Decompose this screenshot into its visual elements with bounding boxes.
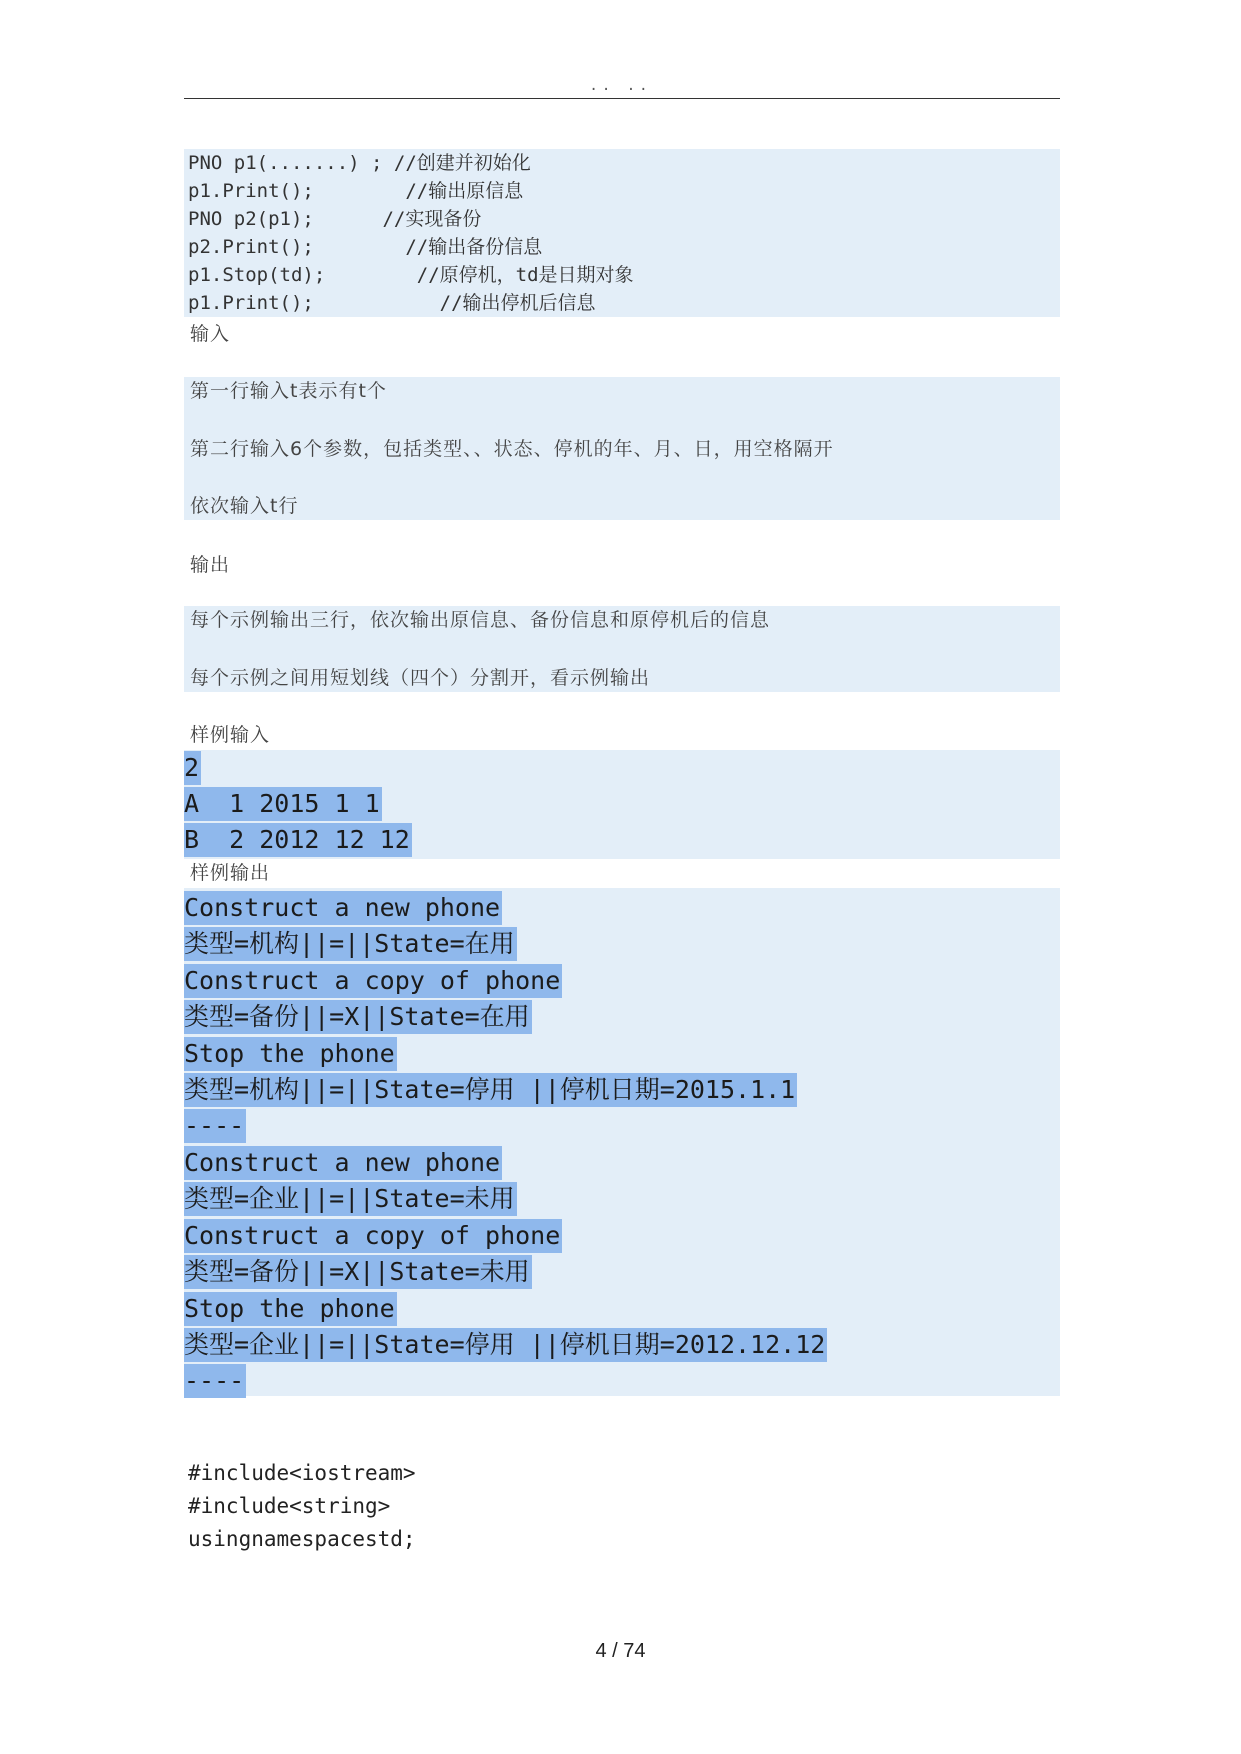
sample-output-line: 类型=机构||=||State=停用 ||停机日期=2015.1.1 [184, 1073, 797, 1107]
sample-output-line: 类型=备份||=X||State=未用 [184, 1255, 532, 1289]
output-description-box [184, 606, 1060, 692]
code-line: p1.Stop(td); //原停机，td是日期对象 [188, 264, 634, 286]
section-output-label: 输出 [190, 554, 231, 576]
code-line: #include<iostream> [188, 1461, 416, 1485]
sample-output-line: 类型=备份||=X||State=在用 [184, 1000, 532, 1034]
output-desc-line: 每个示例输出三行，依次输出原信息、备份信息和原停机后的信息 [190, 609, 771, 631]
sample-input-line: 2 [184, 751, 201, 785]
input-desc-line: 第二行输入6个参数，包括类型、、状态、停机的年、月、日，用空格隔开 [190, 438, 834, 460]
sample-input-box [184, 750, 1060, 859]
code-line: PNO p2(p1); //实现备份 [188, 208, 482, 230]
sample-output-line: Stop the phone [184, 1037, 397, 1071]
code-line: PNO p1(.......) ; //创建并初始化 [188, 152, 531, 174]
output-desc-line: 每个示例之间用短划线（四个）分割开，看示例输出 [190, 667, 651, 689]
sample-output-line: 类型=机构||=||State=在用 [184, 927, 517, 961]
header-dots: .. .. [589, 78, 652, 94]
sample-output-label: 样例输出 [190, 862, 271, 884]
code-block-1 [184, 149, 1060, 317]
sample-output-box [184, 888, 1060, 1396]
input-desc-line: 第一行输入t表示有t个 [190, 380, 387, 402]
code-line: p2.Print(); //输出备份信息 [188, 236, 543, 258]
sample-output-line: Construct a new phone [184, 891, 502, 925]
sample-output-separator: ---- [184, 1364, 246, 1398]
header-rule [184, 98, 1060, 99]
sample-output-line: Construct a new phone [184, 1146, 502, 1180]
sample-output-line: 类型=企业||=||State=未用 [184, 1182, 517, 1216]
code-line: usingnamespacestd; [188, 1527, 416, 1551]
sample-input-label: 样例输入 [190, 724, 271, 746]
input-description-box [184, 377, 1060, 520]
sample-input-line: A 1 2015 1 1 [184, 787, 382, 821]
sample-input-line: B 2 2012 12 12 [184, 823, 412, 857]
sample-output-line: 类型=企业||=||State=停用 ||停机日期=2012.12.12 [184, 1328, 827, 1362]
page-number: 4 / 74 [595, 1640, 646, 1662]
input-desc-line: 依次输入t行 [190, 495, 299, 517]
code-line: #include<string> [188, 1494, 391, 1518]
sample-output-line: Stop the phone [184, 1292, 397, 1326]
code-line: p1.Print(); //输出停机后信息 [188, 292, 596, 314]
sample-output-line: Construct a copy of phone [184, 1219, 562, 1253]
code-line: p1.Print(); //输出原信息 [188, 180, 524, 202]
sample-output-separator: ---- [184, 1109, 246, 1143]
sample-output-line: Construct a copy of phone [184, 964, 562, 998]
section-input-label: 输入 [190, 323, 231, 345]
